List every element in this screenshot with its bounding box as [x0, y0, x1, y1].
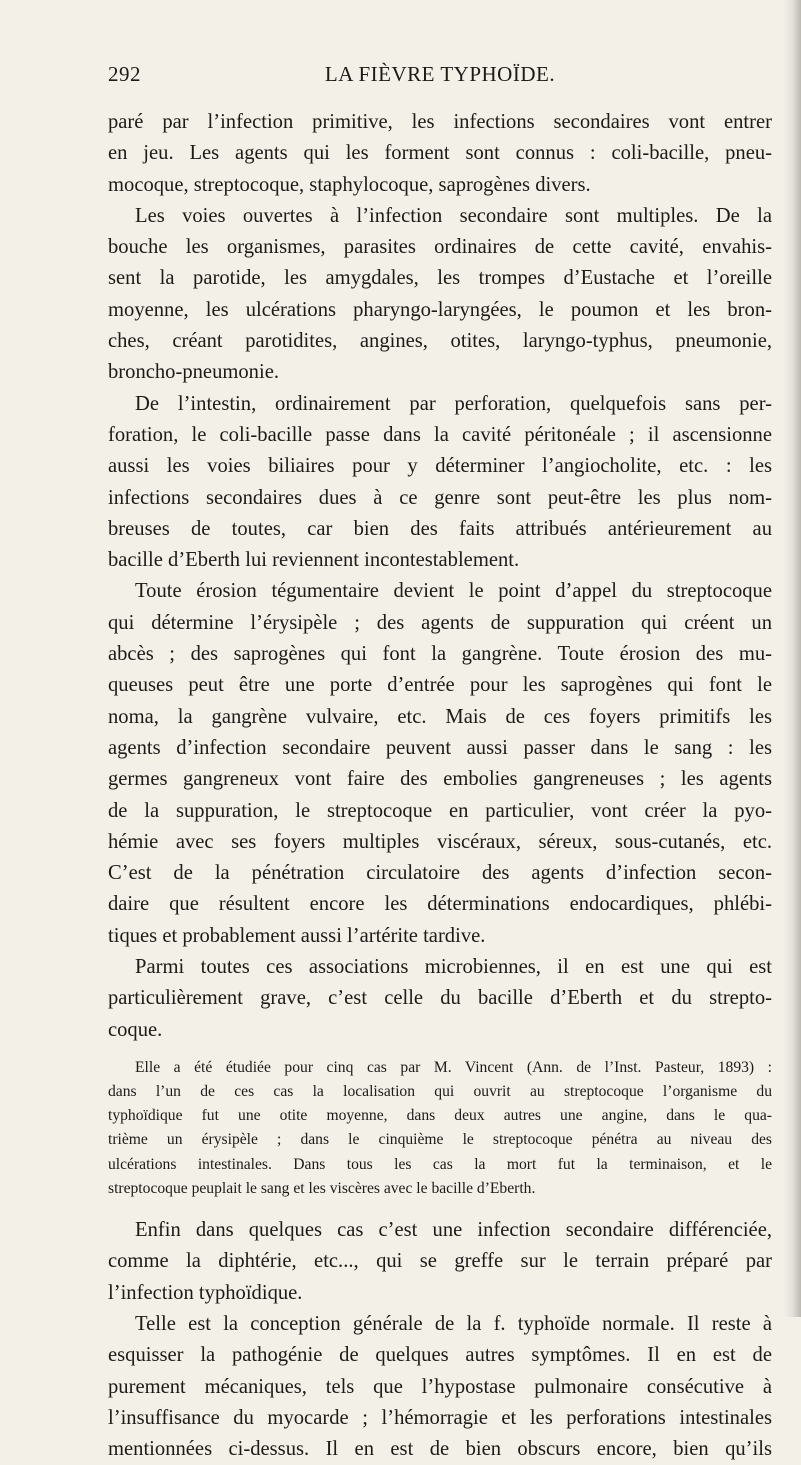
text-line: l’insuffisance du myocarde ; l’hémorragie et les perforations intestinales — [108, 1406, 772, 1429]
text-line: ches, créant parotidites, angines, otites, laryngo-typhus, pneumonie, — [108, 330, 772, 353]
text-line: en jeu. Les agents qui les forment sont connus : coli-bacille, pneu- — [108, 142, 772, 165]
note-line: streptocoque peuplait le sang et les viscères avec le bacille d’Eberth. — [108, 1179, 536, 1197]
text-line: moyenne, les ulcérations pharyngo-laryngées, le poumon et les bron- — [108, 298, 772, 321]
page-edge-shadow — [783, 0, 801, 1317]
text-line: Enfin dans quelques cas c’est une infection secondaire différenciée, — [135, 1219, 772, 1242]
text-line: esquisser la pathogénie de quelques autres symptômes. Il en est de — [108, 1344, 772, 1367]
text-line: comme la diphtérie, etc..., qui se greffe sur le terrain préparé par — [108, 1250, 772, 1273]
text-line: hémie avec ses foyers multiples viscéraux, séreux, sous-cutanés, etc. — [108, 830, 772, 853]
text-line: germes gangreneux vont faire des embolies gangreneuses ; les agents — [108, 768, 772, 791]
text-line: Telle est la conception générale de la f. typhoïde normale. Il reste à — [135, 1312, 772, 1335]
text-line: noma, la gangrène vulvaire, etc. Mais de ces foyers primitifs les — [108, 705, 772, 728]
page-number: 292 — [108, 62, 141, 86]
text-line: mocoque, streptocoque, staphylocoque, saprogènes divers. — [108, 173, 591, 196]
text-line: abcès ; des saprogènes qui font la gangrène. Toute érosion des mu- — [108, 643, 772, 666]
note-line: dans l’un de ces cas la localisation qui ouvrit au streptocoque l’organisme du — [108, 1083, 772, 1101]
closing-paragraphs — [108, 1215, 772, 1465]
text-line: daire que résultent encore les déterminations endocardiques, phlébi- — [108, 893, 772, 916]
text-line: C’est de la pénétration circulatoire des agents d’infection secon- — [108, 862, 772, 885]
note-line: ulcérations intestinales. Dans tous les cas la mort fut la terminaison, et le — [108, 1155, 772, 1173]
text-line: infections secondaires dues à ce genre sont peut-être les plus nom- — [108, 486, 772, 509]
text-line: tiques et probablement aussi l’artérite tardive. — [108, 924, 486, 947]
text-line: foration, le coli-bacille passe dans la cavité péritonéale ; il ascensionne — [108, 423, 772, 446]
text-line: purement mécaniques, tels que l’hypostase pulmonaire consécutive à — [108, 1375, 772, 1398]
main-paragraphs — [108, 107, 772, 1046]
text-line: de la suppuration, le streptocoque en particulier, vont créer la pyo- — [108, 799, 772, 822]
text-line: Toute érosion tégumentaire devient le point d’appel du streptocoque — [135, 580, 772, 603]
text-line: breuses de toutes, car bien des faits attribués antérieurement au — [108, 517, 772, 540]
text-line: coque. — [108, 1018, 163, 1041]
text-line: De l’intestin, ordinairement par perforation, quelquefois sans per- — [135, 392, 772, 415]
text-line: bouche les organismes, parasites ordinaires de cette cavité, envahis- — [108, 236, 772, 259]
note-line: trième un érysipèle ; dans le cinquième le streptocoque pénétra au niveau des — [108, 1131, 772, 1149]
text-line: Parmi toutes ces associations microbiennes, il en est une qui est — [135, 956, 772, 979]
text-line: l’infection typhoïdique. — [108, 1281, 303, 1304]
text-line: particulièrement grave, c’est celle du bacille d’Eberth et du strepto- — [108, 987, 772, 1010]
text-line: qui détermine l’érysipèle ; des agents de suppuration qui créent un — [108, 611, 772, 634]
text-line: mentionnées ci-dessus. Il en est de bien obscurs encore, bien qu’ils — [108, 1438, 772, 1461]
text-line: agents d’infection secondaire peuvent aussi passer dans le sang : les — [108, 736, 772, 759]
text-line: sent la parotide, les amygdales, les trompes d’Eustache et l’oreille — [108, 267, 772, 290]
text-line: Les voies ouvertes à l’infection secondaire sont multiples. De la — [135, 204, 772, 227]
note-line: Elle a été étudiée pour cinq cas par M. Vincent (Ann. de l’Inst. Pasteur, 1893) : — [135, 1058, 772, 1076]
page-header — [108, 62, 772, 92]
text-line: paré par l’infection primitive, les infections secondaires vont entrer — [108, 111, 772, 133]
running-title: LA FIÈVRE TYPHOÏDE. — [324, 62, 556, 86]
text-line: bacille d’Eberth lui reviennent incontestablement. — [108, 549, 520, 572]
text-line: queuses peut être une porte d’entrée pour les saprogènes qui font le — [108, 674, 772, 697]
text-line: aussi les voies biliaires pour y déterminer l’angiocholite, etc. : les — [108, 455, 772, 478]
text-line: broncho-pneumonie. — [108, 361, 279, 384]
body-text — [108, 107, 772, 1465]
small-print-note — [108, 1056, 772, 1201]
note-line: typhoïdique fut une otite moyenne, dans deux autres une angine, dans le qua- — [108, 1107, 772, 1125]
